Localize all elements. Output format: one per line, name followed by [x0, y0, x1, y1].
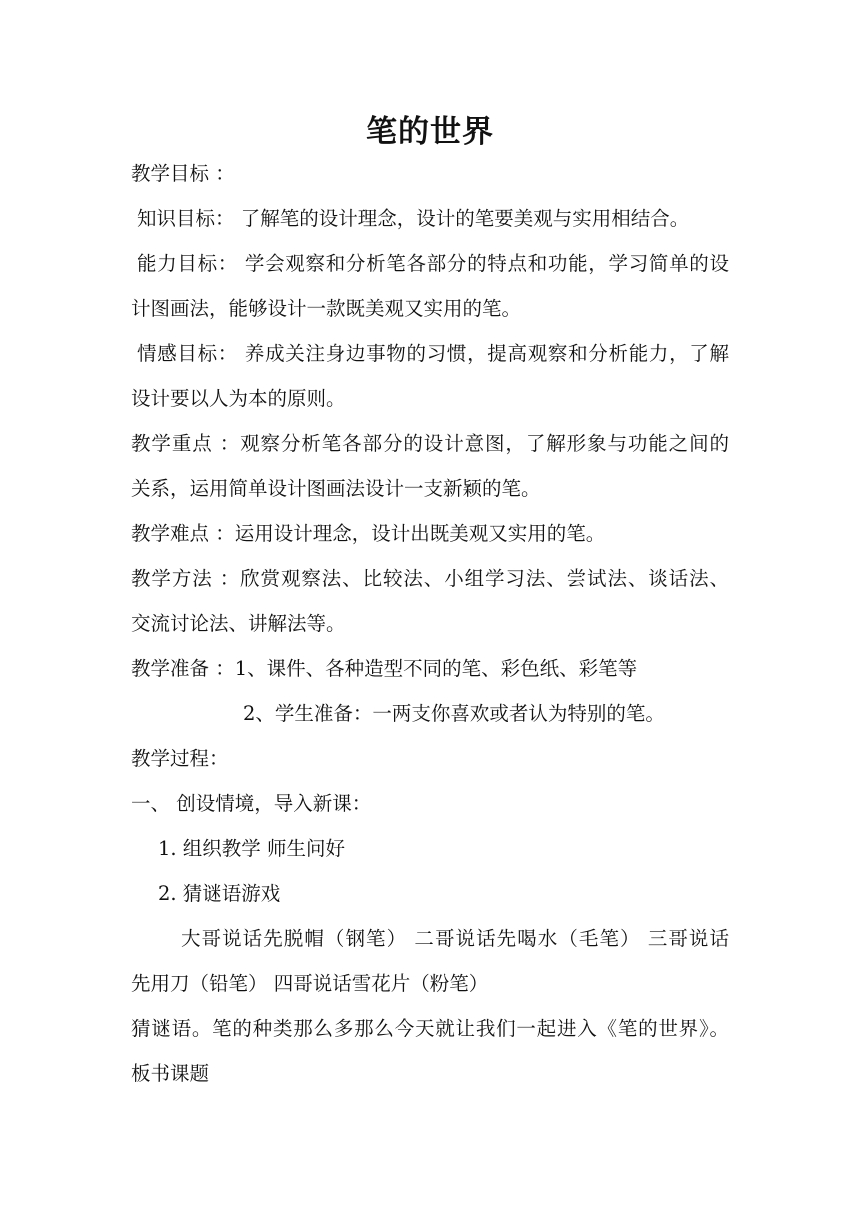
paragraph-emotion-objective-cont: 设计要以人为本的原则。 — [131, 387, 346, 410]
paragraph-methods-cont: 交流讨论法、讲解法等。 — [131, 612, 346, 635]
paragraph-riddles: 大哥说话先脱帽（钢笔） 二哥说话先喝水（毛笔） 三哥说话 — [181, 927, 729, 950]
paragraph-preparation-item-2: 2、学生准备：一两支你喜欢或者认为特别的笔。 — [243, 702, 665, 725]
section-heading-process: 教学过程： — [131, 747, 229, 770]
section-heading-objectives: 教学目标 ： — [131, 162, 235, 185]
paragraph-difficulties: 教学难点 ：运用设计理念，设计出既美观又实用的笔。 — [131, 522, 606, 545]
paragraph-intro: 猜谜语。笔的种类那么多那么今天就让我们一起进入《笔的世界》。 — [131, 1017, 729, 1040]
list-item-step-1: 一、 创设情境，导入新课： — [131, 792, 372, 815]
document-title: 笔的世界 — [366, 114, 494, 150]
list-item-sub-1: 1. 组织教学 师生问好 — [158, 837, 346, 860]
paragraph-knowledge-objective: 知识目标： 了解笔的设计理念，设计的笔要美观与实用相结合。 — [137, 207, 690, 230]
paragraph-ability-objective-cont: 计图画法，能够设计一款既美观又实用的笔。 — [131, 297, 522, 320]
paragraph-board-title: 板书课题 — [131, 1062, 210, 1085]
list-item-sub-2: 2. 猜谜语游戏 — [158, 882, 281, 905]
paragraph-key-points-cont: 关系，运用简单设计图画法设计一支新颖的笔。 — [131, 477, 541, 500]
paragraph-preparation: 教学准备 ：1、课件、各种造型不同的笔、彩色纸、彩笔等 — [131, 657, 638, 680]
paragraph-emotion-objective: 情感目标： 养成关注身边事物的习惯，提高观察和分析能力，了解 — [137, 342, 729, 365]
paragraph-key-points: 教学重点 ：观察分析笔各部分的设计意图，了解形象与功能之间的 — [131, 432, 729, 455]
paragraph-ability-objective: 能力目标： 学会观察和分析笔各部分的特点和功能，学习简单的设 — [137, 252, 729, 275]
paragraph-riddles-cont: 先用刀（铅笔） 四哥说话雪花片（粉笔） — [131, 972, 489, 995]
paragraph-methods: 教学方法 ：欣赏观察法、比较法、小组学习法、尝试法、谈话法、 — [131, 567, 729, 590]
